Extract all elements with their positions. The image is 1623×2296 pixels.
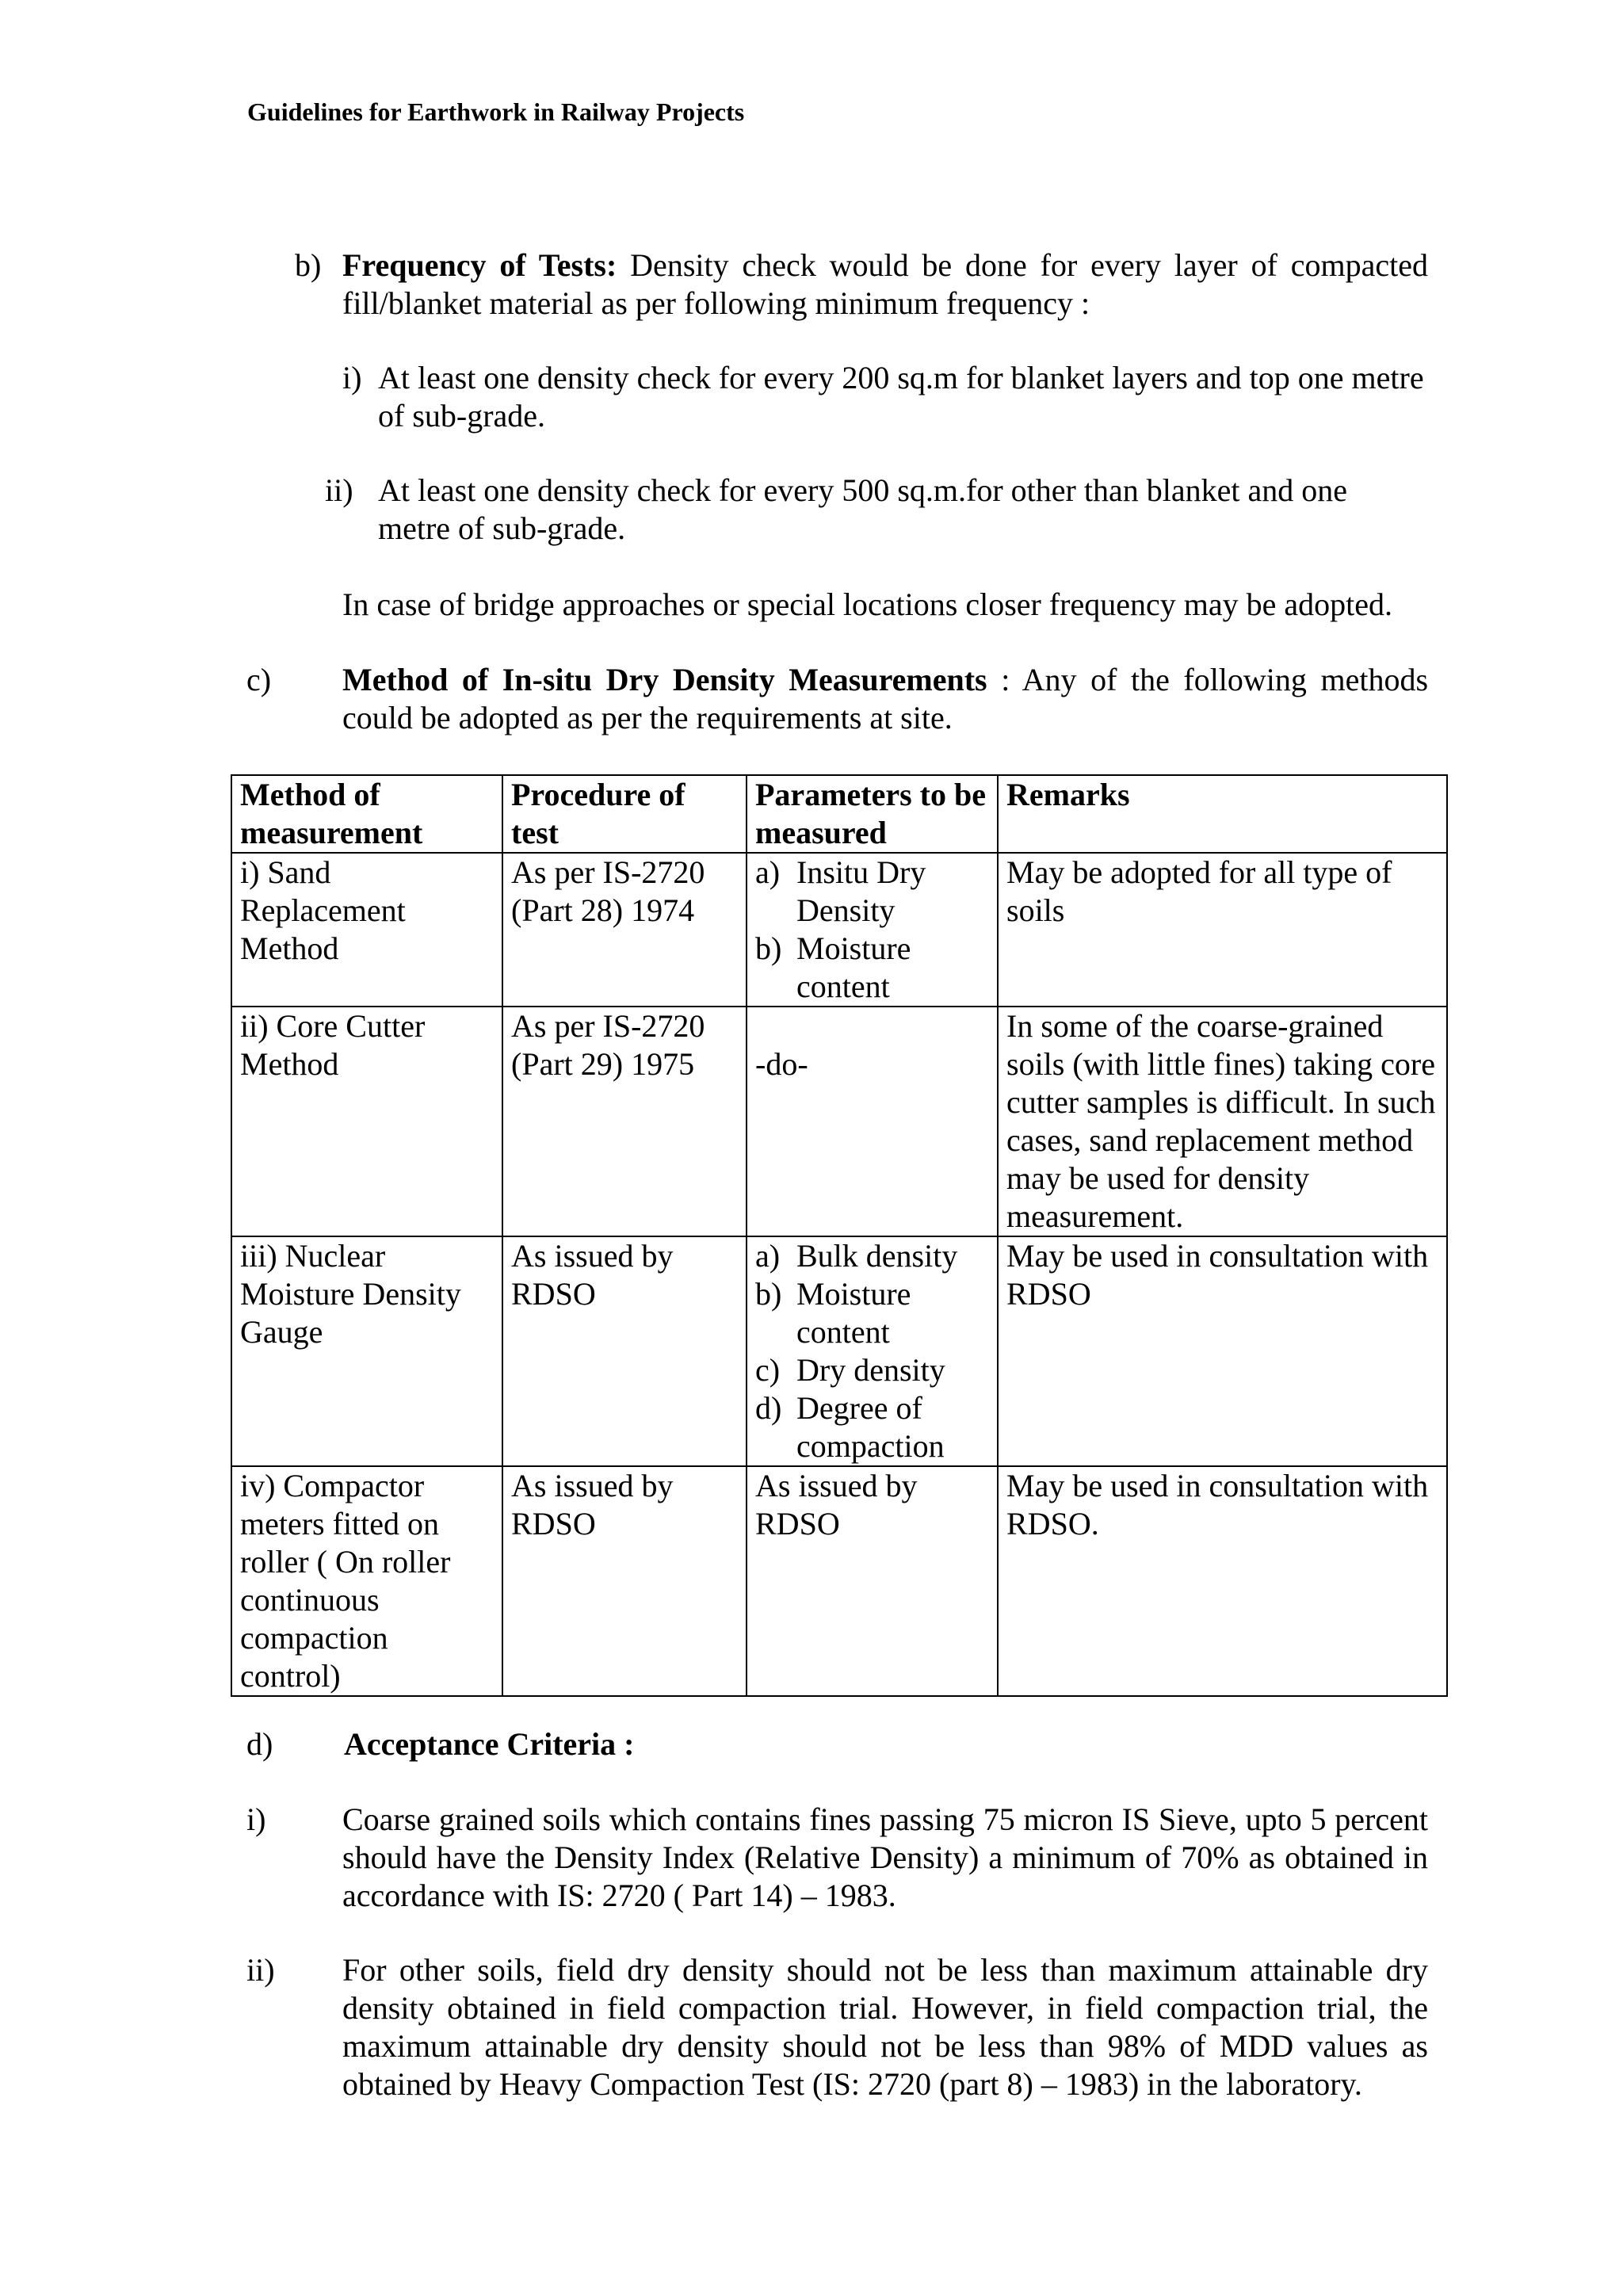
remarks-cell: May be used in consultation with RDSO bbox=[998, 1236, 1447, 1466]
density-methods-table bbox=[231, 774, 1448, 1697]
parameters-cell bbox=[747, 1007, 998, 1236]
section-d-heading-text: Acceptance Criteria : bbox=[344, 1726, 635, 1762]
section-b-label: b) bbox=[295, 247, 322, 283]
section-b-item-2-text: At least one density check for every 500 sq.m.for other than blanket and one metre of sub-grade. bbox=[378, 472, 1347, 546]
parameter-item bbox=[755, 1351, 989, 1389]
parameter-text: Degree of compaction bbox=[796, 1390, 945, 1464]
procedure-cell: As per IS-2720 (Part 29) 1975 bbox=[502, 1007, 747, 1236]
parameter-text: Moisture content bbox=[796, 930, 911, 1004]
parameter-text: Moisture content bbox=[796, 1276, 911, 1350]
section-b-paragraph bbox=[342, 246, 1428, 323]
parameter-text: Bulk density bbox=[796, 1238, 958, 1274]
table-row bbox=[231, 1007, 1447, 1236]
section-d-item-1-label: i) bbox=[246, 1801, 266, 1837]
parameters-cell: As issued by RDSO bbox=[747, 1466, 998, 1696]
parameter-item bbox=[755, 930, 989, 1006]
table-row bbox=[231, 1236, 1447, 1466]
parameter-item bbox=[755, 1275, 989, 1351]
parameters-text: -do- bbox=[755, 1046, 808, 1082]
section-c-heading: Method of In-situ Dry Density Measurements bbox=[342, 662, 987, 697]
section-d-label: d) bbox=[246, 1726, 273, 1762]
header-parameters: Parameters to be measured bbox=[747, 775, 998, 853]
section-c-label: c) bbox=[246, 662, 272, 697]
section-b-item-1-label: i) bbox=[342, 360, 362, 395]
procedure-cell: As per IS-2720 (Part 28) 1974 bbox=[502, 853, 747, 1007]
section-b-text: Density check would be done for every layer of compacted fill/blanket material as per following minimum frequency : bbox=[342, 247, 1428, 321]
method-cell: ii) Core Cutter Method bbox=[231, 1007, 502, 1236]
parameter-marker: a) bbox=[755, 854, 781, 890]
parameter-marker: c) bbox=[755, 1352, 781, 1388]
parameter-marker: b) bbox=[755, 1276, 782, 1312]
parameter-marker: b) bbox=[755, 930, 782, 966]
section-b-item-2-label: ii) bbox=[325, 472, 353, 508]
table-row bbox=[231, 853, 1447, 1007]
parameter-marker: a) bbox=[755, 1238, 781, 1274]
procedure-cell: As issued by RDSO bbox=[502, 1466, 747, 1696]
header-remarks: Remarks bbox=[998, 775, 1447, 853]
parameters-cell bbox=[747, 853, 998, 1007]
parameter-marker: d) bbox=[755, 1390, 782, 1426]
parameters-cell bbox=[747, 1236, 998, 1466]
parameter-item bbox=[755, 1237, 989, 1275]
section-d-item-2-label: ii) bbox=[246, 1952, 275, 1988]
table-row bbox=[231, 1466, 1447, 1696]
header-procedure: Procedure of test bbox=[502, 775, 747, 853]
remarks-cell: May be used in consultation with RDSO. bbox=[998, 1466, 1447, 1696]
header-method: Method of measurement bbox=[231, 775, 502, 853]
section-b-item-1-text: At least one density check for every 200 sq.m for blanket layers and top one metre of sub-grade. bbox=[378, 360, 1424, 434]
parameter-text: Dry density bbox=[796, 1352, 945, 1388]
section-c-paragraph bbox=[342, 661, 1428, 737]
section-b-heading: Frequency of Tests: bbox=[342, 247, 617, 283]
section-d-item-2-text: For other soils, field dry density should not be less than maximum attainable dry density obtained in field compaction trial. However, in field compaction trial, the maximum attainable dry density should not be less than 98% of MDD values as obtained by Heavy Compaction Test (IS: 2720 (part 8) – 1983) in the laboratory. bbox=[342, 1952, 1428, 2102]
remarks-cell: In some of the coarse-grained soils (with little fines) taking core cutter samples is difficult. In such cases, sand replacement method may be used for density measurement. bbox=[998, 1007, 1447, 1236]
running-header: Guidelines for Earthwork in Railway Projects bbox=[247, 97, 745, 126]
method-cell: iv) Compactor meters fitted on roller ( On roller continuous compaction control) bbox=[231, 1466, 502, 1696]
section-b-note: In case of bridge approaches or special locations closer frequency may be adopted. bbox=[342, 586, 1392, 622]
parameter-text: Insitu Dry Density bbox=[796, 854, 926, 928]
section-d-item-1-text: Coarse grained soils which contains fines passing 75 micron IS Sieve, upto 5 percent should have the Density Index (Relative Density) a minimum of 70% as obtained in accordance with IS: 2720 ( Part 14) – 1983. bbox=[342, 1801, 1428, 1913]
table-header-row bbox=[231, 775, 1447, 853]
parameter-item bbox=[755, 1389, 989, 1465]
procedure-cell: As issued by RDSO bbox=[502, 1236, 747, 1466]
method-cell: i) Sand Replacement Method bbox=[231, 853, 502, 1007]
method-cell: iii) Nuclear Moisture Density Gauge bbox=[231, 1236, 502, 1466]
parameter-item bbox=[755, 854, 989, 930]
section-c-text: : Any of the following methods could be adopted as per the requirements at site. bbox=[342, 662, 1429, 735]
section-d-heading bbox=[344, 1725, 634, 1763]
remarks-cell: May be adopted for all type of soils bbox=[998, 853, 1447, 1007]
